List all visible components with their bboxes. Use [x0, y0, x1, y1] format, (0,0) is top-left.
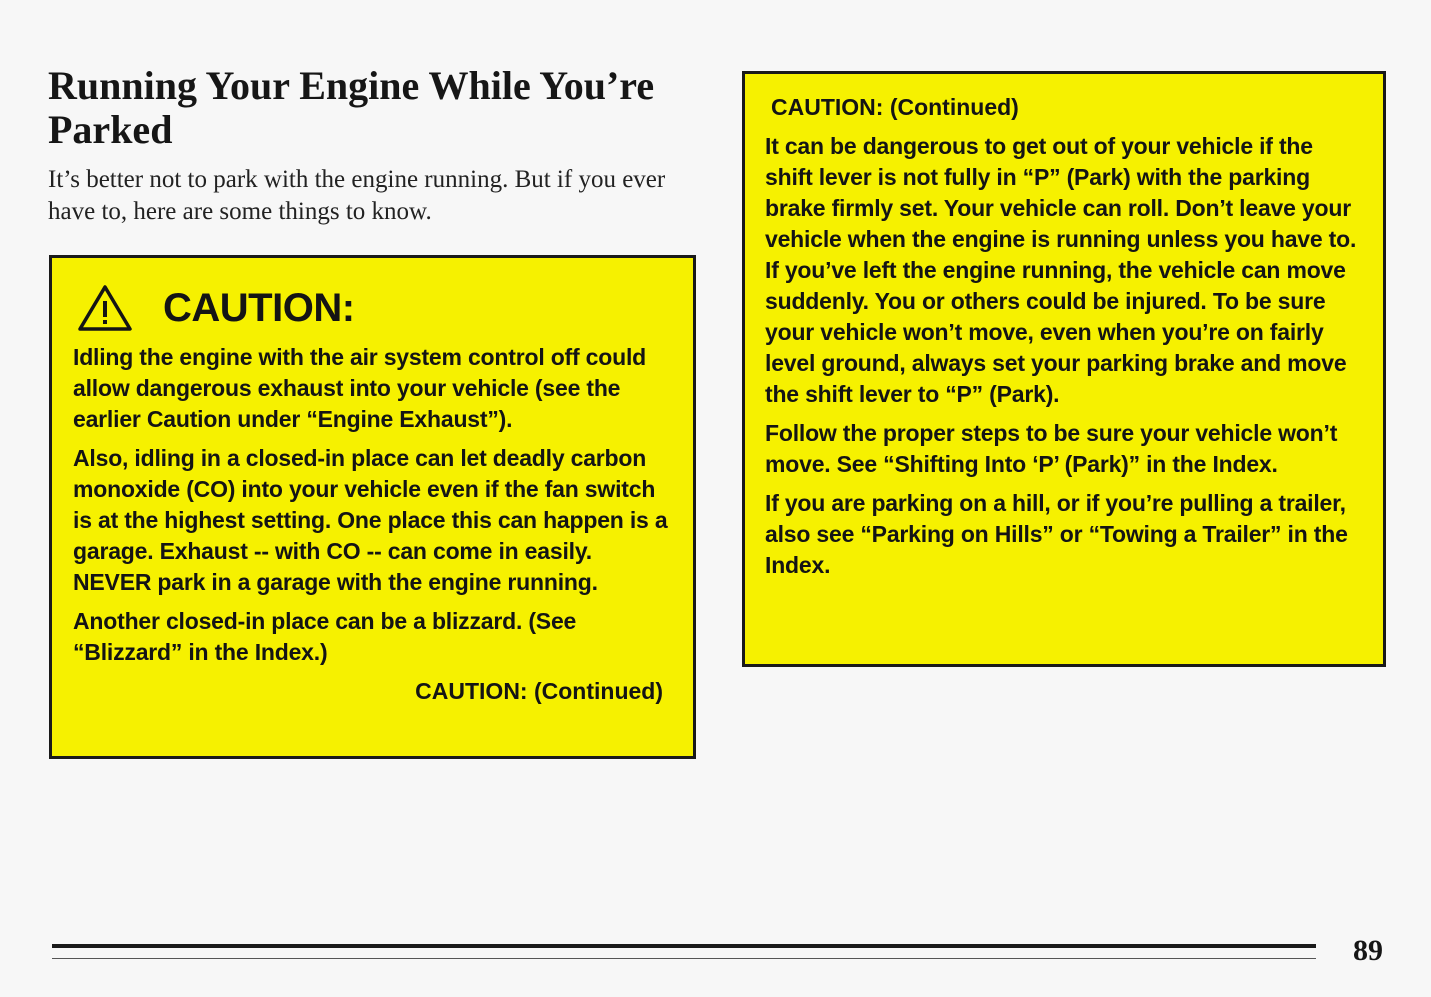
caution-paragraph: Another closed-in place can be a blizzard. (See “Blizzard” in the Index.)	[73, 608, 577, 665]
caution-continued-footer: CAUTION: (Continued)	[415, 678, 663, 704]
caution-title: CAUTION:	[163, 286, 355, 330]
intro-paragraph: It’s better not to park with the engine running. But if you ever have to, here are some things to know.	[48, 166, 666, 225]
footer-rule	[52, 944, 1316, 948]
footer-rule-thin	[52, 958, 1316, 959]
page-number: 89	[1353, 934, 1383, 967]
caution-paragraph: Follow the proper steps to be sure your vehicle won’t move. See “Shifting Into ‘P’ (Park)” in the Index.	[765, 420, 1338, 477]
caution-continued-label: CAUTION: (Continued)	[771, 94, 1019, 120]
caution-header	[73, 280, 673, 336]
caution-paragraph: Idling the engine with the air system control off could allow dangerous exhaust into your vehicle (see the earlier Caution under “Engine Exhaust”).	[73, 344, 646, 432]
caution-box-right	[742, 71, 1386, 667]
caution-paragraph: If you are parking on a hill, or if you’re pulling a trailer, also see “Parking on Hills” or “Towing a Trailer” in the Index.	[765, 490, 1348, 578]
warning-triangle-icon	[77, 284, 133, 332]
caution-paragraph: Also, idling in a closed-in place can let deadly carbon monoxide (CO) into your vehicle even if the fan switch is at the highest setting. One place this can happen is a garage. Exhaust -- with CO -- can come in easily. NEVER park in a garage with the engine running.	[73, 445, 668, 595]
page-heading: Running Your Engine While You’re Parked	[48, 63, 655, 152]
caution-paragraph: It can be dangerous to get out of your vehicle if the shift lever is not fully in “P” (Park) with the parking brake firmly set. Your vehicle can roll. Don’t leave your vehicle when the engine is running unless you have to. If you’ve left the engine running, the vehicle can move suddenly. You or others could be injured. To be sure your vehicle won’t move, even when you’re on fairly level ground, always set your parking brake and move the shift lever to “P” (Park).	[765, 133, 1357, 407]
caution-box-left	[49, 255, 696, 759]
